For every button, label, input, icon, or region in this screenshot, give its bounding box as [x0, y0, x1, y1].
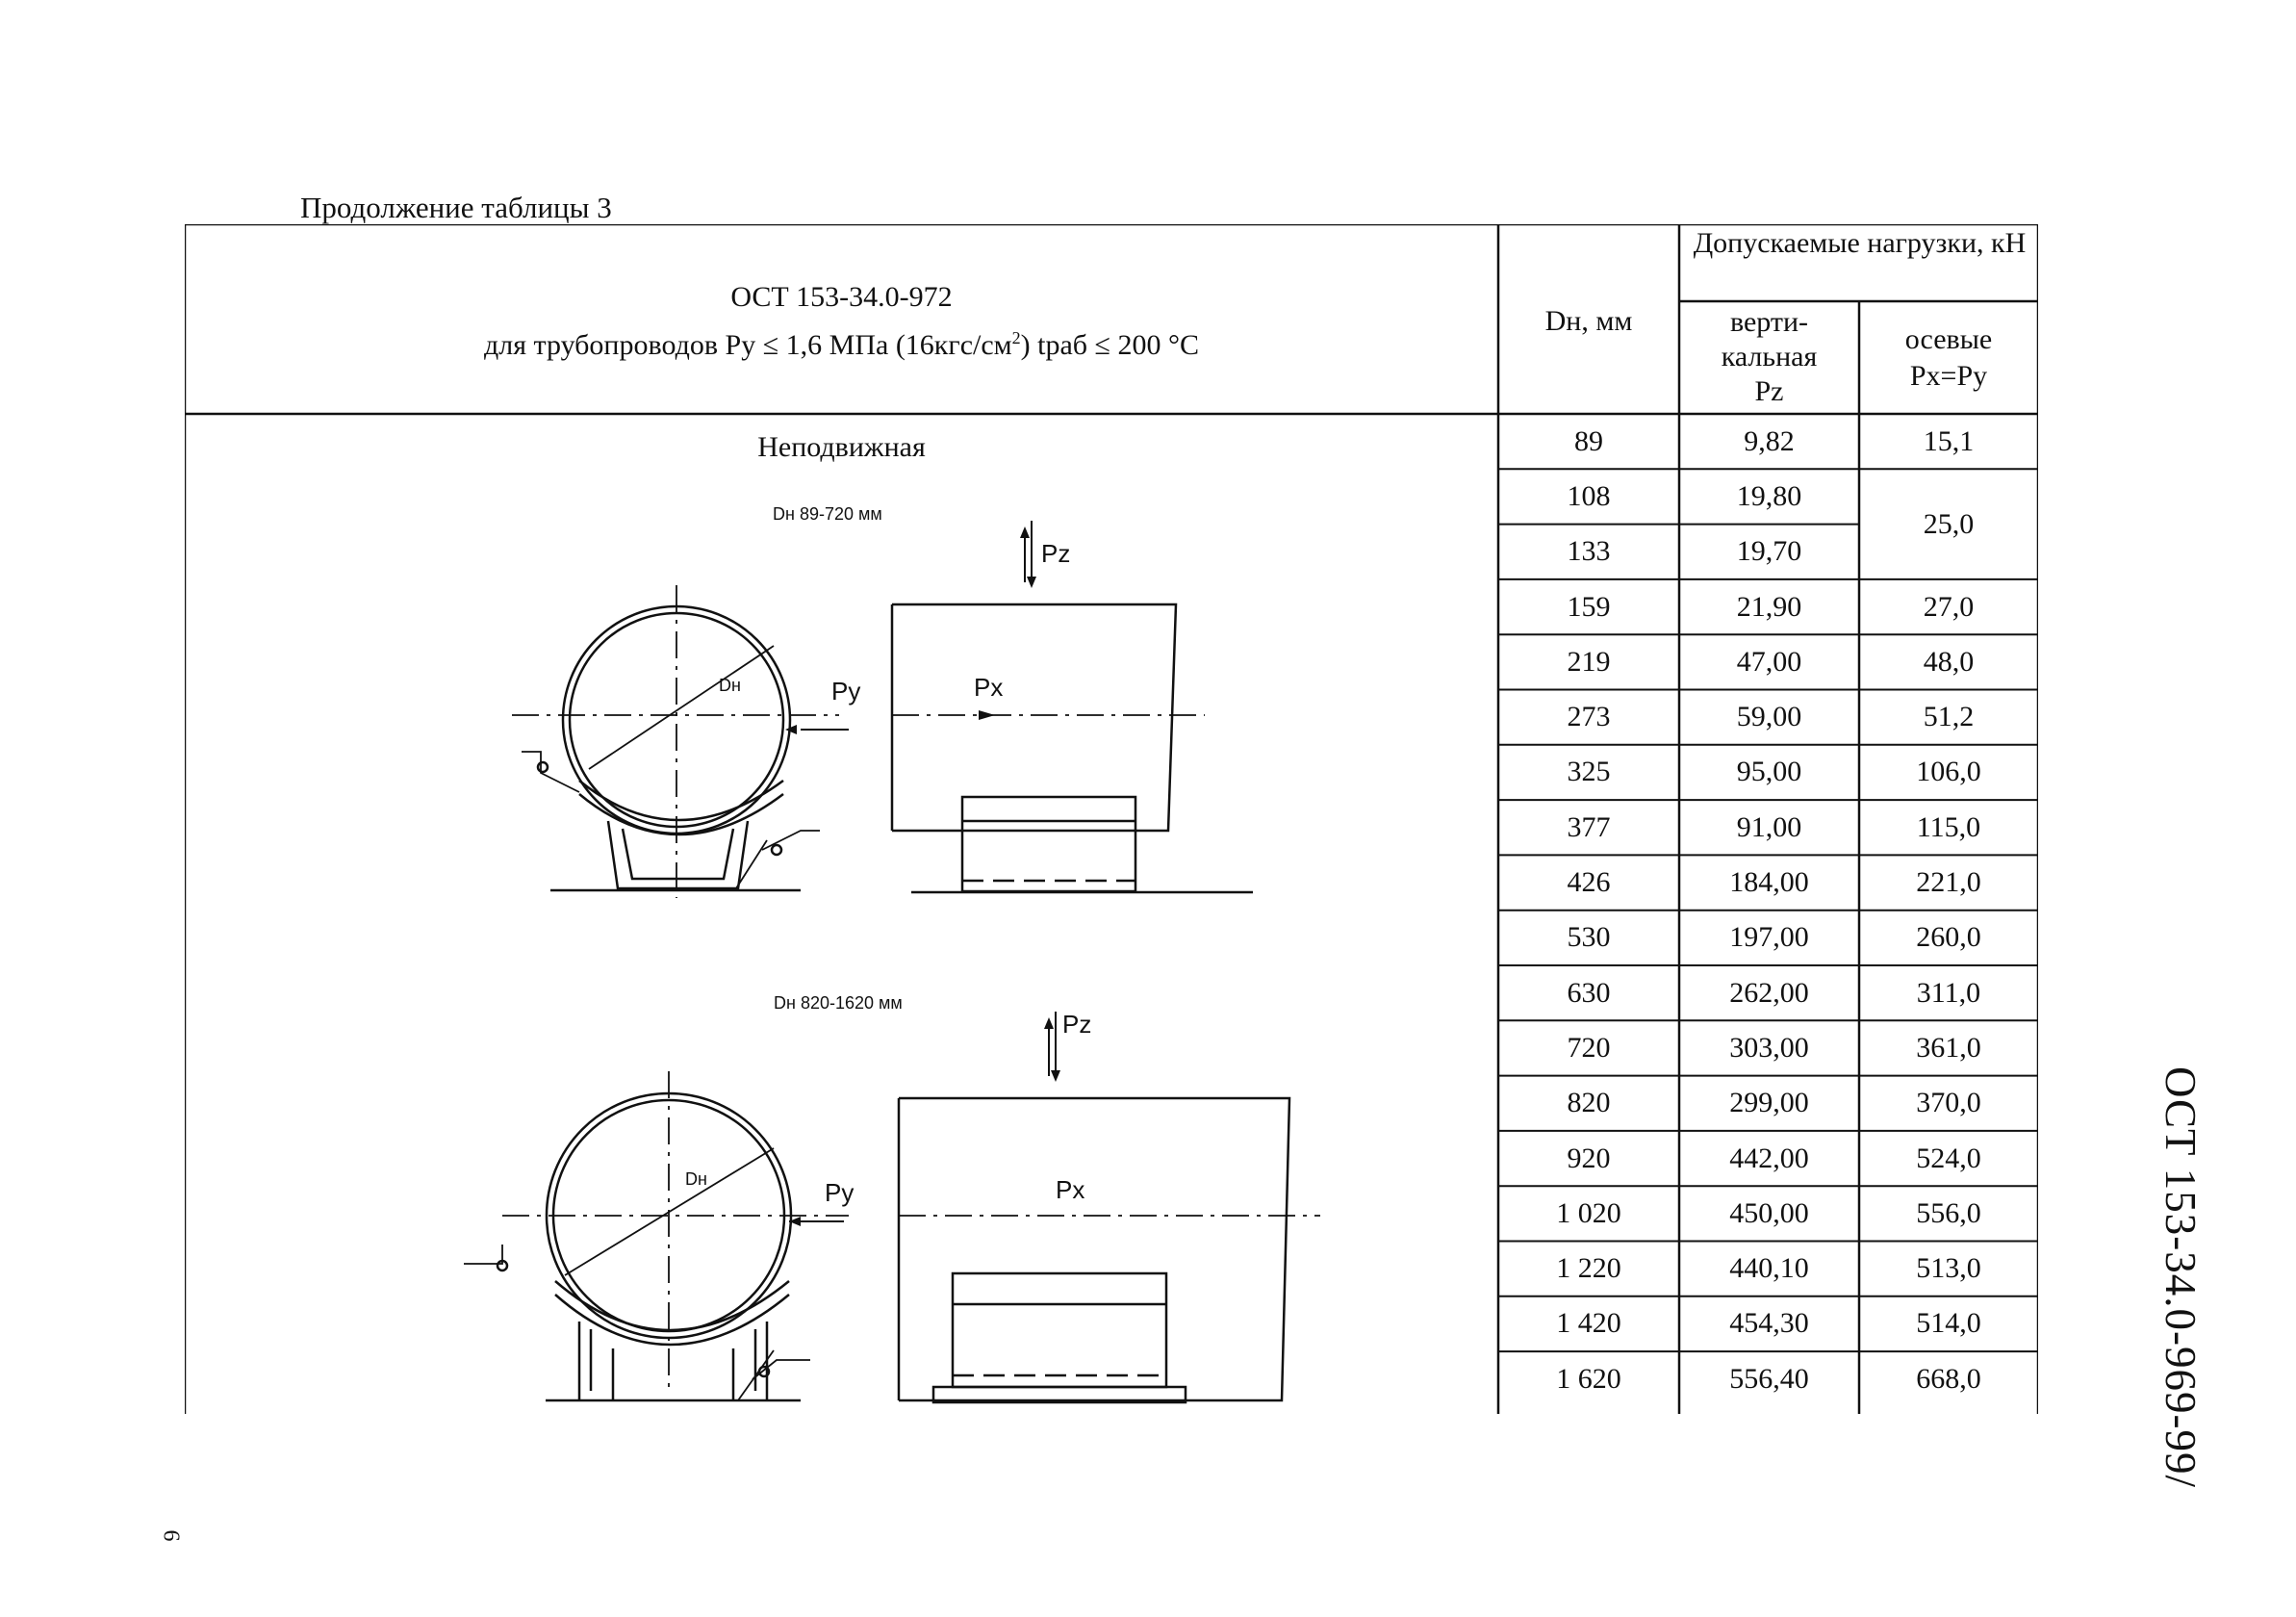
col-axial-l1: осевые: [1904, 323, 1993, 355]
scope-line: [185, 320, 1498, 364]
cell-dn: 108: [1567, 479, 1611, 512]
cell-axial: 106,0: [1916, 756, 1981, 788]
table-caption: Продолжение таблицы 3: [300, 191, 612, 224]
cell-axial: 668,0: [1916, 1362, 1981, 1395]
arrowheads-small: [785, 526, 1036, 734]
cell-dn: 426: [1567, 866, 1611, 899]
col-vertical-l3: Pz: [1754, 375, 1784, 407]
cell-pz: 19,70: [1736, 535, 1802, 568]
cell-pz: 91,00: [1736, 810, 1802, 843]
pipe-support-sketch-large: [464, 1012, 1320, 1402]
pipe-support-sketch-small: [512, 521, 1253, 898]
cell-dn: 530: [1567, 921, 1611, 954]
col-vertical-l2: кальная: [1721, 341, 1818, 372]
scope-sup: 2: [1011, 328, 1021, 347]
px-label-large: Px: [1056, 1175, 1085, 1204]
cell-pz: 556,40: [1729, 1362, 1809, 1395]
pz-label-large: Pz: [1062, 1010, 1092, 1039]
cell-dn: 273: [1567, 701, 1611, 733]
px-label-small: Px: [974, 673, 1004, 702]
py-label-large: Py: [825, 1178, 855, 1207]
cell-axial: 556,0: [1916, 1196, 1981, 1229]
cell-dn: 1 220: [1556, 1252, 1621, 1285]
cell-pz: 299,00: [1729, 1087, 1809, 1119]
cell-dn: 1 020: [1556, 1196, 1621, 1229]
range-label-small: Dн 89-720 мм: [773, 504, 882, 524]
cell-axial: 15,1: [1923, 424, 1975, 457]
col-axial-header: [1859, 321, 2038, 395]
cell-pz: 59,00: [1736, 701, 1802, 733]
range-label-large: Dн 820-1620 мм: [774, 993, 903, 1013]
cell-pz: 303,00: [1729, 1031, 1809, 1064]
cell-dn: 1 420: [1556, 1307, 1621, 1340]
cell-axial: 260,0: [1916, 921, 1981, 954]
dn-label-small: Dн: [719, 676, 741, 695]
cell-dn: 920: [1567, 1142, 1611, 1174]
cell-dn: 219: [1567, 645, 1611, 678]
cell-pz: 9,82: [1744, 424, 1795, 457]
scope-prefix: для трубопроводов Py ≤ 1,6 МПа (16кгс/см: [483, 329, 1012, 361]
cell-pz: 450,00: [1729, 1196, 1809, 1229]
cell-dn: 1 620: [1556, 1362, 1621, 1395]
cell-pz: 262,00: [1729, 976, 1809, 1009]
support-type-label: Неподвижная: [757, 431, 926, 463]
pz-label-small: Pz: [1041, 539, 1071, 568]
scope-suffix: ) tраб ≤ 200 °С: [1020, 329, 1200, 361]
page-mark: 6: [158, 1529, 184, 1542]
col-dn-header: Dн, мм: [1544, 305, 1633, 337]
cell-axial: 311,0: [1916, 976, 1981, 1009]
cell-axial: 48,0: [1923, 645, 1975, 678]
cell-axial: 370,0: [1916, 1087, 1981, 1119]
cell-dn: 377: [1567, 810, 1611, 843]
cell-axial: 361,0: [1916, 1031, 1981, 1064]
cell-pz: 454,30: [1729, 1307, 1809, 1340]
cell-dn: 159: [1567, 590, 1611, 623]
cell-dn: 820: [1567, 1087, 1611, 1119]
cell-pz: 197,00: [1729, 921, 1809, 954]
cell-pz: 47,00: [1736, 645, 1802, 678]
cell-dn: 325: [1567, 756, 1611, 788]
cell-dn: 630: [1567, 976, 1611, 1009]
cell-dn: 133: [1567, 535, 1611, 568]
cell-pz: 95,00: [1736, 756, 1802, 788]
col-vertical-l1: верти-: [1729, 306, 1809, 338]
col-loads-header: Допускаемые нагрузки, кН: [1693, 227, 2027, 259]
cell-axial: 524,0: [1916, 1142, 1981, 1174]
cell-dn: 720: [1567, 1031, 1611, 1064]
cell-axial: 115,0: [1916, 810, 1981, 843]
cell-pz: 184,00: [1729, 866, 1809, 899]
cell-pz: 440,10: [1729, 1252, 1809, 1285]
cell-dn: 89: [1574, 424, 1603, 457]
cell-axial: 513,0: [1916, 1252, 1981, 1285]
side-standard-label: ОСТ 153-34.0-969-99/: [2156, 1066, 2205, 1489]
cell-axial: 221,0: [1916, 866, 1981, 899]
col-vertical-header: [1679, 305, 1859, 409]
standard-title: ОСТ 153-34.0-972: [730, 281, 953, 313]
dn-label-large: Dн: [685, 1169, 707, 1189]
col-axial-l2: Px=Py: [1909, 360, 1988, 392]
cell-pz: 19,80: [1736, 479, 1802, 512]
py-label-small: Py: [831, 677, 861, 706]
cell-axial: 51,2: [1923, 701, 1975, 733]
cell-axial: 27,0: [1923, 590, 1975, 623]
cell-pz: 21,90: [1736, 590, 1802, 623]
cell-axial: 514,0: [1916, 1307, 1981, 1340]
cell-axial: 25,0: [1923, 507, 1975, 540]
cell-pz: 442,00: [1729, 1142, 1809, 1174]
